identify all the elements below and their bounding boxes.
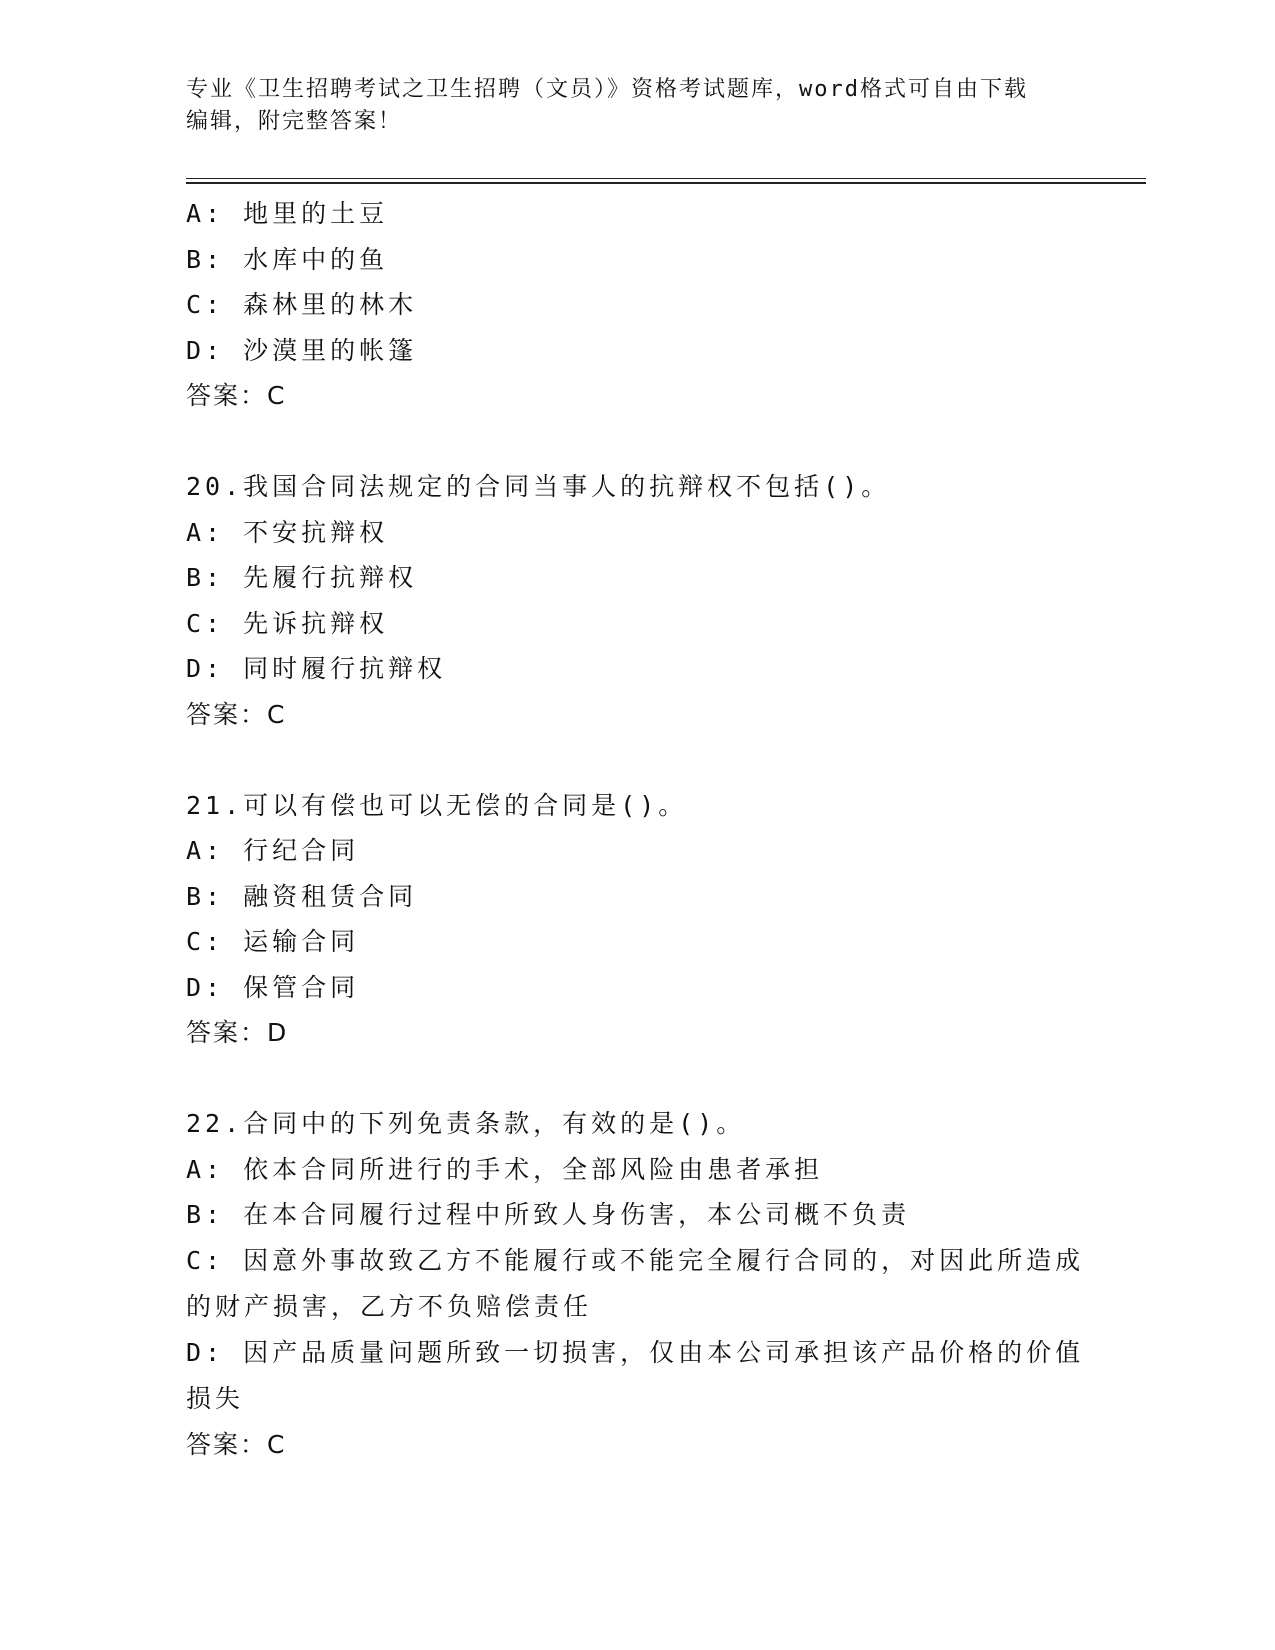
spacer (186, 419, 1086, 464)
option-b: B: 水库中的鱼 (186, 244, 389, 274)
option-a: A: 地里的土豆 (186, 199, 389, 228)
answer-label: 答案：C (186, 699, 287, 729)
header-divider-thin (186, 178, 1146, 179)
spacer (186, 738, 1086, 783)
question-list (186, 191, 1086, 1468)
option-d: D: 沙漠里的帐篷 (186, 335, 418, 365)
spacer (186, 1056, 1086, 1101)
option-b: B: 先履行抗辩权 (186, 563, 418, 592)
answer-label: 答案：D (186, 1018, 289, 1047)
question-text: 20.我国合同法规定的合同当事人的抗辩权不包括()。 (186, 472, 891, 501)
option-a: A: 行纪合同 (186, 836, 360, 865)
document-header (186, 74, 1086, 138)
answer-label: 答案：C (186, 381, 287, 410)
header-divider-thick (186, 182, 1146, 184)
option-c: C: 森林里的林木 (186, 290, 418, 319)
option-c: C: 先诉抗辩权 (186, 608, 389, 638)
option-c: C: 运输合同 (186, 927, 360, 956)
option-d: D: 保管合同 (186, 972, 360, 1002)
question-19-options (186, 191, 1086, 419)
question-21 (186, 783, 1086, 1057)
question-text: 22.合同中的下列免责条款，有效的是()。 (186, 1109, 746, 1138)
answer-label: 答案：C (186, 1429, 287, 1459)
option-d: D: 因产品质量问题所致一切损害，仅由本公司承担该产品价格的价值损失 (186, 1337, 1085, 1413)
option-b: B: 在本合同履行过程中所致人身伤害，本公司概不负责 (186, 1200, 911, 1229)
question-text: 21.可以有偿也可以无偿的合同是()。 (186, 790, 688, 820)
option-d: D: 同时履行抗辩权 (186, 654, 447, 683)
option-a: A: 不安抗辩权 (186, 517, 389, 547)
option-a: A: 依本合同所进行的手术，全部风险由患者承担 (186, 1154, 824, 1184)
header-line-2: 编辑，附完整答案！ (186, 109, 403, 134)
option-b: B: 融资租赁合同 (186, 881, 418, 911)
header-line-1: 专业《卫生招聘考试之卫生招聘（文员）》资格考试题库，word格式可自由下载 (186, 77, 1028, 102)
option-c: C: 因意外事故致乙方不能履行或不能完全履行合同的，对因此所造成的财产损害，乙方不负赔偿责任 (186, 1245, 1085, 1321)
question-22 (186, 1101, 1086, 1468)
question-20 (186, 464, 1086, 738)
